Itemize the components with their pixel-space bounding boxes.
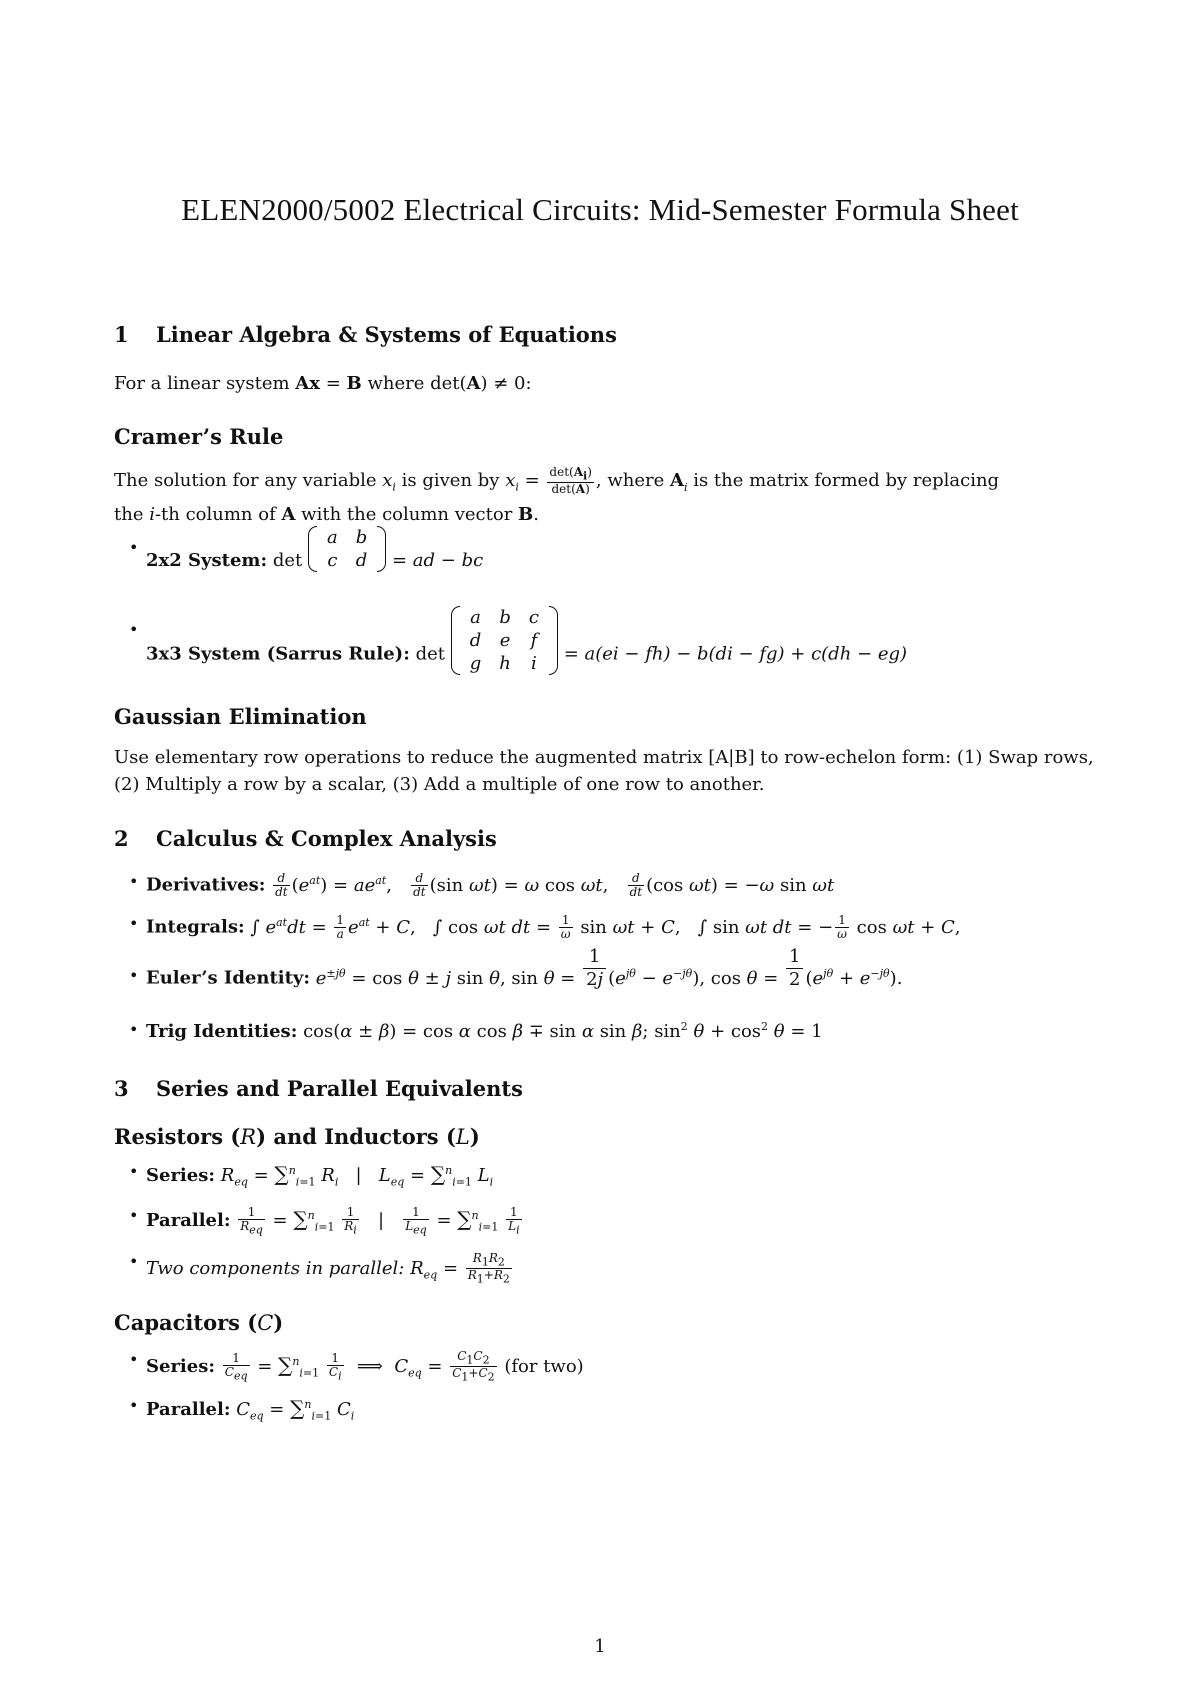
cap-series-label: Series:: [146, 1355, 216, 1377]
gaussian-text: Use elementary row operations to reduce the augmented matrix [A|B] to row-echelon form: (1) Swap rows, (2) Multiply a row by a scalar, (3) Add a multiple of one row to another.: [114, 747, 1094, 795]
item-cap-parallel: [146, 1396, 354, 1423]
item-2x2-system: [146, 527, 484, 584]
item-3x3-label: 3x3 System (Sarrus Rule):: [146, 643, 410, 665]
rl-series-formula: $R_{eq} = \sum^n_{i=1}$ $R_i$ | $L_{eq} = \sum^n_{i=1}$ $L_i$: [220, 1162, 494, 1189]
cramers-rule-heading: Cramer’s Rule: [114, 424, 284, 449]
item-rl-parallel: [146, 1206, 524, 1236]
cramer-fraction: $\frac{\det(A_i)}{\det(A)}$: [549, 465, 592, 497]
derivatives-formula: $\frac{d}{dt}$ $(e^{at}) = ae^{at}$, $\frac{d}{dt}$ (sin ωt) = ω cos ωt, $\frac{d}{dt}$ (cos ωt) = −ω sin ωt: [275, 871, 835, 899]
section-title: Series and Parallel Equivalents: [156, 1076, 523, 1101]
item-3x3-system: [146, 607, 908, 689]
parallel-label: Parallel:: [146, 1210, 231, 1232]
page-title: ELEN2000/5002 Electrical Circuits: Mid-Semester Formula Sheet: [181, 192, 1019, 227]
trig-label: Trig Identities:: [146, 1021, 298, 1042]
matrix-2x2: a b c d: [308, 526, 386, 572]
section-number: 3: [114, 1076, 129, 1101]
item-trig: [146, 1020, 823, 1042]
formula-2x2: = ad − bc: [392, 550, 484, 571]
rl-parallel-formula: $\frac{1}{R_{eq}}$ = ∑$^n_{i=1}$ $\frac{1}{R_i}$ | $\frac{1}{L_{eq}}$ = ∑$^n_{i=1}$ $\frac{1}{L_i}$: [240, 1205, 520, 1237]
cap-parallel-label: Parallel:: [146, 1399, 231, 1420]
det-operator: det: [272, 550, 303, 571]
linear-system-intro: For a linear system Ax = B where det(A) ≠ 0:: [114, 373, 532, 394]
matrix-3x3: a b c d e f g h i: [451, 606, 558, 675]
item-derivatives: [146, 872, 834, 899]
two-parallel-label: Two components in parallel:: [146, 1257, 405, 1279]
gaussian-heading: Gaussian Elimination: [114, 704, 367, 729]
item-two-parallel: [146, 1252, 514, 1286]
integrals-label: Integrals:: [146, 916, 245, 938]
page-number: 1: [594, 1636, 606, 1657]
integrals-formula: ∫ $e^{at}dt$ = $\frac{1}{a}$ $e^{at} + C$, ∫ cos ωt dt = $\frac{1}{\omega}$ sin ωt + C, ∫ sin ωt dt = − $\frac{1}{\omega}$ cos ωt + C,: [250, 913, 961, 941]
item-cap-series: [146, 1350, 584, 1384]
item-2x2-label: 2x2 System:: [146, 550, 268, 571]
capacitors-heading: Capacitors (C): [114, 1310, 284, 1335]
section-1-heading: [114, 322, 617, 347]
cramers-rule-text: The solution for any variable $x_i$ is given by $x_i$ = $\frac{\det(A_i)}{\det(A)}$ , where $A_i$ is the matrix formed by replacing the i-th column of A with the column vector B.: [114, 465, 1000, 525]
two-parallel-formula: $R_{eq}$ = $\frac{R_1R_2}{R_1+R_2}$: [410, 1251, 510, 1286]
item-euler: [146, 946, 903, 991]
euler-formula: $e^{\pm j\theta} = \cos \theta \pm j$ sin θ, sin θ = $\frac{1}{2j}$ $(e^{j\theta} - e^{-j\theta})$, cos θ = $\frac{1}{2}$ $(e^{j\theta} + e^{-j\theta})$.: [315, 946, 903, 990]
item-integrals: [146, 914, 961, 941]
cap-parallel-formula: $C_{eq} = \sum^n_{i=1}$ $C_i$: [236, 1396, 355, 1423]
euler-label: Euler’s Identity:: [146, 967, 311, 989]
section-3-heading: [114, 1076, 523, 1101]
section-number: 1: [114, 322, 129, 347]
section-number: 2: [114, 826, 129, 851]
formula-3x3: = a(ei − fh) − b(di − fg) + c(dh − eg): [563, 643, 908, 665]
item-rl-series: [146, 1162, 493, 1189]
series-label: Series:: [146, 1165, 216, 1186]
section-2-heading: [114, 826, 497, 851]
trig-formula: cos(α ± β) = cos α cos β ∓ sin α sin β; $\sin^2 \theta + \cos^2 \theta = 1$: [303, 1020, 823, 1042]
derivatives-label: Derivatives:: [146, 874, 266, 896]
section-title: Calculus & Complex Analysis: [156, 826, 497, 851]
resistors-inductors-heading: Resistors (R) and Inductors (L): [114, 1124, 480, 1149]
cap-series-formula: $\frac{1}{C_{eq}}$ = ∑$^n_{i=1}$ $\frac{1}{C_i}$ ⟹ $C_{eq}$ = $\frac{C_1C_2}{C_1+C_2}$ (for two): [224, 1349, 584, 1384]
det-operator: det: [415, 643, 446, 665]
section-title: Linear Algebra & Systems of Equations: [156, 322, 617, 347]
